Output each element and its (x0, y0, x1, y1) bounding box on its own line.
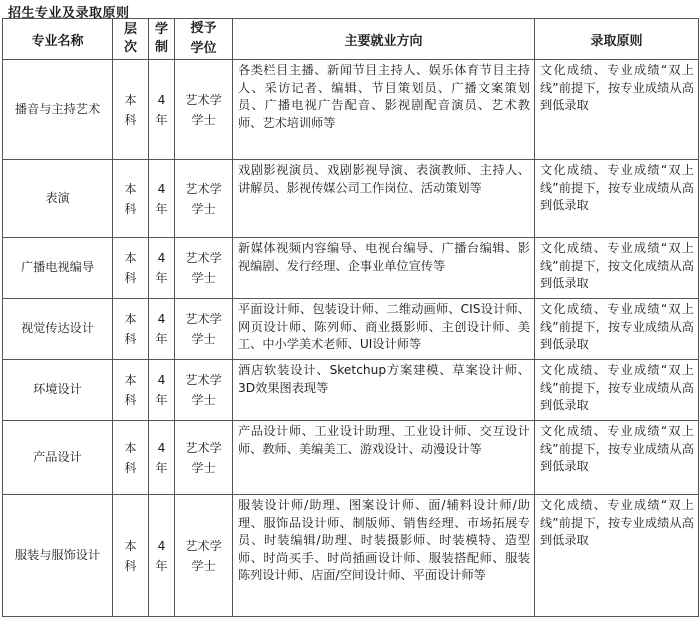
cell-career: 产品设计师、工业设计助理、工业设计师、交互设计师、教师、美编美工、游戏设计、动漫设计等 (233, 421, 535, 495)
cell-major: 服装与服饰设计 (3, 495, 113, 617)
table-row (3, 238, 699, 299)
cell-level: 本科 (113, 421, 149, 495)
cell-career: 平面设计师、包装设计师、二维动画师、CIS设计师、网页设计师、陈列师、商业摄影师、主创设计师、美工、中小学美术老师、UI设计师等 (233, 299, 535, 360)
admission-table (2, 18, 699, 617)
cell-level: 本科 (113, 238, 149, 299)
cell-career: 服装设计师/助理、图案设计师、面/辅料设计师/助理、服饰品设计师、制版师、销售经理、市场拓展专员、时装编辑/助理、时装摄影师、时装模特、造型师、时尚买手、时尚插画设计师、服装搭配师、服装陈列设计师、店面/空间设计师、平面设计师等 (233, 495, 535, 617)
cell-principle: 文化成绩、专业成绩“双上线”前提下，按专业成绩从高到低录取 (535, 60, 699, 160)
cell-principle: 文化成绩、专业成绩“双上线”前提下，按专业成绩从高到低录取 (535, 360, 699, 421)
cell-level: 本科 (113, 299, 149, 360)
cell-degree: 艺术学学士 (175, 160, 233, 238)
cell-principle: 文化成绩、专业成绩“双上线”前提下，按专业成绩从高到低录取 (535, 160, 699, 238)
cell-level: 本科 (113, 60, 149, 160)
cell-principle: 文化成绩、专业成绩“双上线”前提下，按专业成绩从高到低录取 (535, 421, 699, 495)
header-career: 主要就业方向 (233, 19, 535, 60)
cell-career: 各类栏目主播、新闻节目主持人、娱乐体育节目主持人、采访记者、编辑、节目策划员、广播文案策划员、广播电视广告配音、影视剧配音演员、艺术教师、艺术培训师等 (233, 60, 535, 160)
table-row (3, 495, 699, 617)
table-row (3, 299, 699, 360)
cell-principle: 文化成绩、专业成绩“双上线”前提下，按专业成绩从高到低录取 (535, 495, 699, 617)
table-row (3, 60, 699, 160)
cell-career: 新媒体视频内容编导、电视台编导、广播台编辑、影视编剧、发行经理、企事业单位宣传等 (233, 238, 535, 299)
cell-degree: 艺术学学士 (175, 60, 233, 160)
cell-years: 4年 (149, 421, 175, 495)
cell-major: 产品设计 (3, 421, 113, 495)
header-years: 学制 (149, 19, 175, 60)
header-major: 专业名称 (3, 19, 113, 60)
cell-degree: 艺术学学士 (175, 495, 233, 617)
cell-principle: 文化成绩、专业成绩“双上线”前提下，按文化成绩从高到低录取 (535, 238, 699, 299)
cell-years: 4年 (149, 299, 175, 360)
table-row (3, 360, 699, 421)
cell-level: 本科 (113, 360, 149, 421)
table-row (3, 160, 699, 238)
header-principle: 录取原则 (535, 19, 699, 60)
cell-years: 4年 (149, 60, 175, 160)
cell-degree: 艺术学学士 (175, 360, 233, 421)
cell-major: 环境设计 (3, 360, 113, 421)
header-level: 层次 (113, 19, 149, 60)
cell-major: 视觉传达设计 (3, 299, 113, 360)
cell-degree: 艺术学学士 (175, 421, 233, 495)
cell-major: 表演 (3, 160, 113, 238)
cell-level: 本科 (113, 160, 149, 238)
cell-career: 酒店软装设计、Sketchup方案建模、草案设计师、3D效果图表现等 (233, 360, 535, 421)
cell-major: 播音与主持艺术 (3, 60, 113, 160)
cell-years: 4年 (149, 495, 175, 617)
header-degree: 授予学位 (175, 19, 233, 60)
page-title: 招生专业及录取原则 (8, 6, 130, 21)
cell-major: 广播电视编导 (3, 238, 113, 299)
table-row (3, 421, 699, 495)
cell-degree: 艺术学学士 (175, 238, 233, 299)
table-header-row (3, 19, 699, 60)
cell-years: 4年 (149, 360, 175, 421)
cell-years: 4年 (149, 238, 175, 299)
cell-degree: 艺术学学士 (175, 299, 233, 360)
cell-level: 本科 (113, 495, 149, 617)
cell-principle: 文化成绩、专业成绩“双上线”前提下，按专业成绩从高到低录取 (535, 299, 699, 360)
cell-years: 4年 (149, 160, 175, 238)
cell-career: 戏剧影视演员、戏剧影视导演、表演教师、主持人、讲解员、影视传媒公司工作岗位、活动策划等 (233, 160, 535, 238)
